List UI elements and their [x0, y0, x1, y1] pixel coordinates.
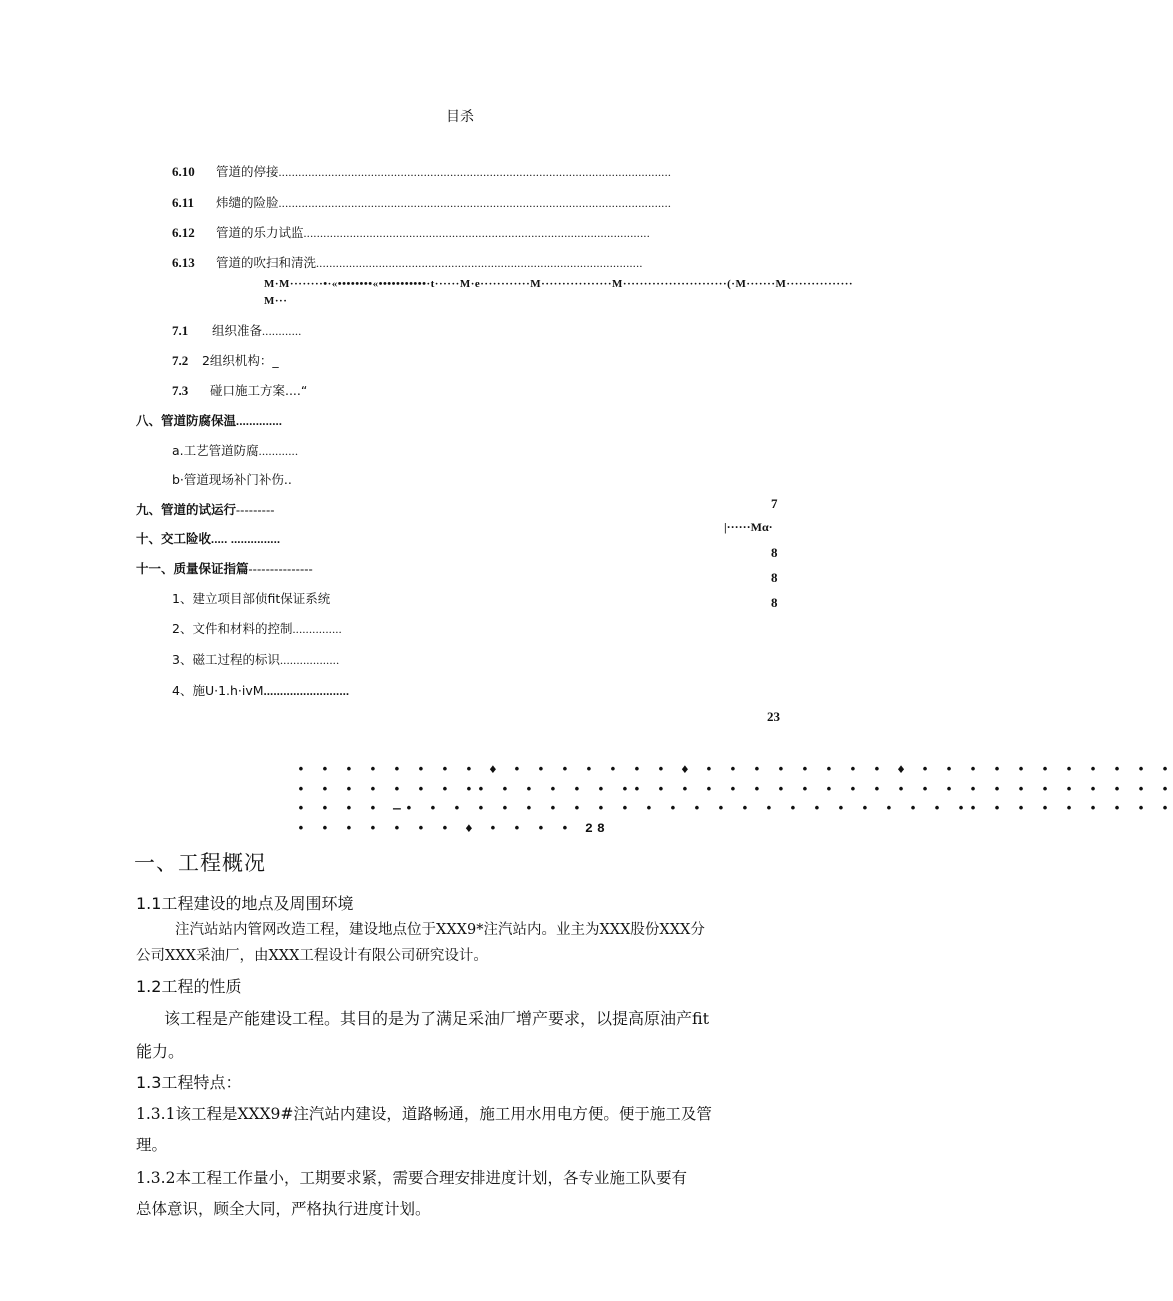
- paragraph-line: 该工程是产能建设工程。其目的是为了满足采油厂增产要求，以提高原油产fit: [164, 1009, 710, 1028]
- toc-item-label: 4、施U·1.h·ivM: [172, 683, 264, 698]
- toc-leader: ...................................................................................................: [316, 256, 643, 270]
- toc-item-label: 管道的停接: [215, 164, 279, 179]
- toc-leader: ..............: [236, 414, 283, 428]
- toc-leader: .......................................................................................................................: [278, 196, 672, 210]
- toc-item-label: 3、磁工过程的标识: [172, 652, 280, 667]
- toc-item-number: 7.3: [172, 383, 189, 398]
- toc-section-label: 十、交工险收: [136, 531, 212, 546]
- toc-section-11: [136, 559, 313, 577]
- toc-item-number: 6.11: [172, 195, 195, 210]
- toc-page-number: 7: [771, 496, 778, 511]
- toc-leader: .......................................................................................................................: [278, 165, 672, 179]
- paragraph-line: 1.3.2本工程工作量小，工期要求紧，需要合理安排进度计划，各专业施工队要有: [136, 1169, 687, 1187]
- toc-page-number: 23: [767, 709, 780, 724]
- toc-leader: ............: [258, 444, 299, 458]
- toc-leader: ..... ...............: [211, 532, 281, 546]
- toc-item-7-1: [172, 321, 302, 339]
- toc-item-6-11: [172, 193, 671, 211]
- toc-item-label: 2、文件和材料的控制: [172, 621, 293, 636]
- section-heading: 1.3工程特点：: [136, 1073, 242, 1092]
- toc-item-11-1: [172, 589, 330, 607]
- toc-item-label: 2组织机构：_: [201, 353, 279, 368]
- toc-section-label: 十一、质量保证指篇: [136, 561, 249, 576]
- toc-item-label: b·管道现场补门补伤..: [172, 472, 292, 487]
- section-heading: 1.1工程建设的地点及周围环境: [136, 894, 354, 913]
- toc-section-label: 八、管道防腐保温: [136, 413, 237, 428]
- toc-item-label: a.工艺管道防腐: [172, 443, 259, 458]
- toc-title: 目杀: [446, 109, 474, 125]
- toc-leader: .........................................................................................................: [303, 226, 650, 240]
- toc-leader: ---------------: [248, 562, 313, 576]
- toc-leader: ---------: [236, 503, 275, 517]
- toc-leader: ..................: [279, 653, 340, 667]
- paragraph-line: 注汽站站内管网改造工程，建设地点位于XXX9*注汽站内。业主为XXX股份XXX分: [175, 922, 705, 938]
- toc-item-label: 管道的吹扫和清洗: [215, 255, 316, 270]
- toc-page-number: 8: [771, 545, 778, 560]
- paragraph-line: 总体意识，顾全大同，严格执行进度计划。: [136, 1200, 431, 1218]
- toc-item-number: 6.10: [172, 164, 195, 179]
- toc-item-8-a: [172, 441, 298, 459]
- toc-section-label: 九、管道的试运行: [136, 502, 237, 517]
- toc-item-number: 7.1: [172, 323, 189, 338]
- toc-garbled-line: M···: [264, 295, 288, 307]
- paragraph-line: 能力。: [136, 1042, 185, 1061]
- toc-item-6-13: [172, 253, 643, 271]
- toc-section-9: [136, 500, 275, 518]
- toc-item-8-b: [172, 470, 292, 488]
- toc-leader: ..........................: [263, 684, 350, 698]
- toc-item-label: 炜缱的险脸: [215, 195, 279, 210]
- toc-garbled-line: M·M········•·«••••••••«•••••••••••·t······M·e············M·················M·························(·M·······M················: [264, 278, 854, 290]
- toc-dot-row: • • • • • • • ♦ • • • • 28: [297, 821, 610, 836]
- toc-item-number: 6.12: [172, 225, 195, 240]
- toc-item-7-2: [172, 351, 279, 369]
- toc-section-8: [136, 411, 282, 429]
- toc-item-number: 7.2: [172, 353, 189, 368]
- toc-item-6-12: [172, 223, 650, 241]
- toc-item-label: 1、建立项目部侦fit保证系统: [172, 591, 331, 606]
- toc-item-11-4: [172, 681, 349, 699]
- paragraph-line: 1.3.1该工程是XXX9#注汽站内建设，道路畅通，施工用水用电方便。便于施工及管: [136, 1105, 712, 1123]
- toc-page-number: 8: [771, 570, 778, 585]
- toc-dot-row: • • • • —• • • • • • • • • • • • • • • • • • • • • • • •• • • • • • • • •: [297, 801, 1173, 816]
- section-heading: 1.2工程的性质: [136, 977, 242, 996]
- toc-dot-row: • • • • • • • •• • • • • • •• • • • • • • • • • • • • • • • • • • • • • •: [297, 782, 1173, 797]
- paragraph-line: 理。: [136, 1136, 168, 1154]
- toc-item-label: 碰口施工方案....“: [209, 383, 308, 398]
- toc-item-label: 组织准备: [211, 323, 262, 338]
- toc-item-11-3: [172, 650, 339, 668]
- toc-item-11-2: [172, 619, 342, 637]
- toc-leader: ............: [262, 324, 302, 338]
- toc-item-label: 管道的乐力试监: [215, 225, 304, 240]
- toc-item-number: 6.13: [172, 255, 195, 270]
- toc-misc-mark: |······Mα·: [724, 520, 773, 534]
- chapter-heading: 一、工程概况: [134, 851, 266, 875]
- toc-section-10: [136, 529, 280, 547]
- toc-dot-row: • • • • • • • • ♦ • • • • • • • ♦ • • • • • • • • ♦ • • • • • • • • • • •: [297, 762, 1173, 777]
- toc-page-number: 8: [771, 595, 778, 610]
- toc-item-7-3: [172, 381, 307, 399]
- toc-leader: ...............: [292, 622, 342, 636]
- paragraph-line: 公司XXX采油厂，由XXX工程设计有限公司研究设计。: [136, 948, 488, 964]
- toc-item-6-10: [172, 162, 671, 180]
